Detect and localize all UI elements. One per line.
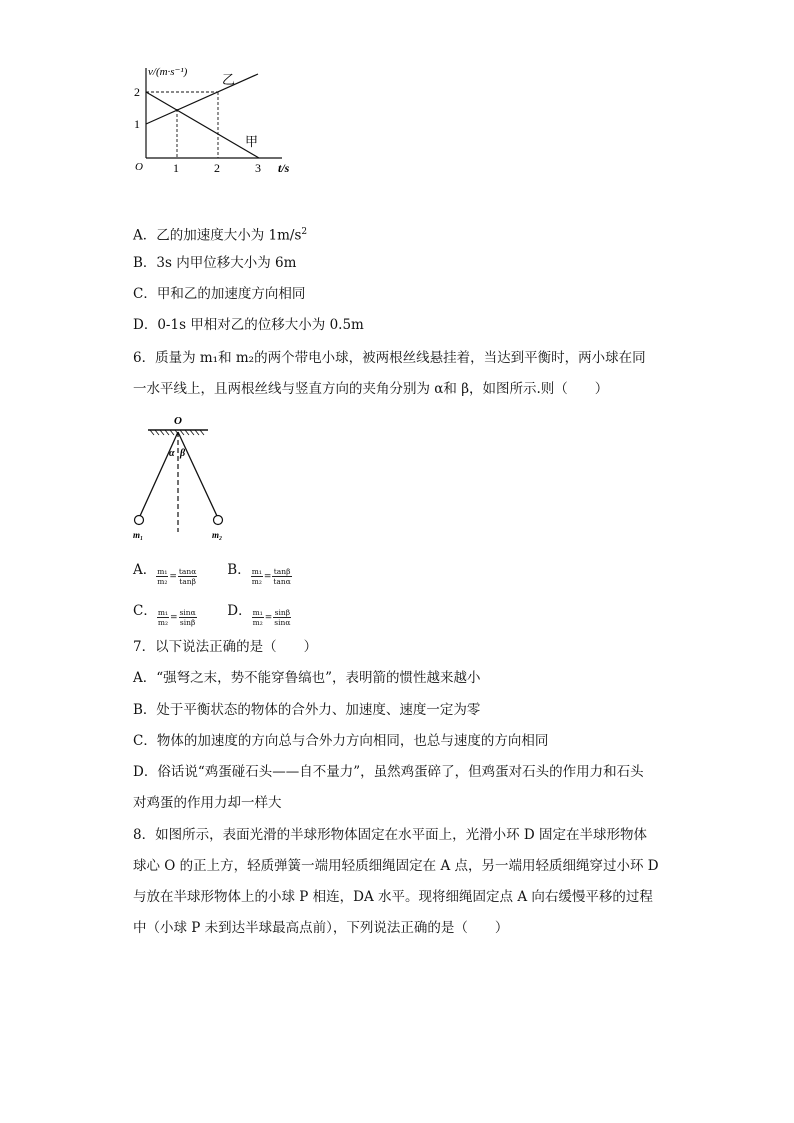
label-m1: m₁ xyxy=(133,530,144,540)
q6-option-c: C． $\frac{\text{m₁}}{\text{m₂}}$ = $\frac{\sin\alpha}{\sin\beta}$ xyxy=(133,603,196,627)
label-m2: m₂ xyxy=(212,530,223,540)
origin-label: O xyxy=(135,161,143,173)
q6-b-right-fraction: $\frac{\tan\beta}{\tan\alpha}$ xyxy=(273,567,291,586)
x-tick-2: 2 xyxy=(214,161,220,175)
string-left xyxy=(140,432,178,516)
string-right xyxy=(178,432,217,516)
x-tick-1: 1 xyxy=(173,161,179,175)
q7-option-b: B．处于平衡状态的物体的合外力、加速度、速度一定为零 xyxy=(133,702,481,718)
q5-option-d: D．0-1s 甲相对乙的位移大小为 0.5m xyxy=(133,317,364,333)
q6-a-right-fraction: $\frac{\tan\alpha}{\tan\beta}$ xyxy=(178,567,197,586)
q8-line3: 与放在半球形物体上的小球 P 相连，DA 水平。现将细绳固定点 A 向右缓慢平移的过程 xyxy=(133,889,653,905)
q6-stem-line2: 一水平线上，且两根丝线与竖直方向的夹角分别为 α和 β，如图所示.则（ ） xyxy=(133,381,609,397)
y-axis-label: v/(m·s⁻¹) xyxy=(148,66,188,78)
angle-beta: β xyxy=(180,448,186,459)
q6-option-d: D． $\frac{\text{m₁}}{\text{m₂}}$ = $\frac{\sin\beta}{\sin\alpha}$ xyxy=(227,603,291,627)
pendulum-figure xyxy=(128,412,228,542)
q5-option-a xyxy=(133,222,307,246)
vt-graph xyxy=(130,60,310,185)
q5-option-a-sup: 2 xyxy=(301,227,308,237)
ball-m2 xyxy=(214,516,223,525)
q6-d-right-fraction: $\frac{\sin\beta}{\sin\alpha}$ xyxy=(274,608,291,627)
q6-b-left-fraction: $\frac{\text{m₁}}{\text{m₂}}$ xyxy=(251,567,262,586)
label-yi: 乙 xyxy=(222,72,236,87)
q6-options-row2 xyxy=(133,601,291,625)
x-axis-label: t/s xyxy=(278,161,290,175)
y-tick-2: 2 xyxy=(134,85,140,99)
ball-m1 xyxy=(135,516,144,525)
q6-c-left-fraction: $\frac{\text{m₁}}{\text{m₂}}$ xyxy=(157,608,168,627)
q6-a-left-fraction: $\frac{\text{m₁}}{\text{m₂}}$ xyxy=(157,567,168,586)
angle-alpha: α xyxy=(169,448,175,459)
line-yi xyxy=(146,74,258,124)
q7-option-d-line1: D．俗话说“鸡蛋碰石头——自不量力”，虽然鸡蛋碎了，但鸡蛋对石头的作用力和石头 xyxy=(133,764,644,780)
q7-option-d-line2: 对鸡蛋的作用力却一样大 xyxy=(133,795,282,811)
line-jia xyxy=(146,92,259,158)
x-tick-3: 3 xyxy=(255,161,261,175)
q5-option-c: C．甲和乙的加速度方向相同 xyxy=(133,286,306,302)
y-tick-1: 1 xyxy=(134,117,140,131)
q6-d-left-fraction: $\frac{\text{m₁}}{\text{m₂}}$ xyxy=(252,608,263,627)
q7-stem: 7．以下说法正确的是（ ） xyxy=(133,639,318,655)
q7-option-c: C．物体的加速度的方向总与合外力方向相同，也总与速度的方向相同 xyxy=(133,733,549,749)
q8-line4: 中（小球 P 未到达半球最高点前），下列说法正确的是（ ） xyxy=(133,920,509,936)
q8-line2: 球心 O 的正上方，轻质弹簧一端用轻质细绳固定在 A 点，另一端用轻质细绳穿过小环 D xyxy=(133,858,659,874)
q8-line1: 8．如图所示，表面光滑的半球形物体固定在水平面上，光滑小环 D 固定在半球形物体 xyxy=(133,827,647,843)
q7-option-a: A．“强弩之末，势不能穿鲁缟也”，表明箭的惯性越来越小 xyxy=(133,670,481,686)
q6-stem-line1: 6．质量为 m₁和 m₂的两个带电小球，被两根丝线悬挂着，当达到平衡时，两小球在同 xyxy=(133,350,646,366)
q6-option-b: B． $\frac{\text{m₁}}{\text{m₂}}$ = $\frac{\tan\beta}{\tan\alpha}$ xyxy=(227,562,291,586)
q5-option-a-text: A．乙的加速度大小为 1m/s xyxy=(133,227,302,244)
q6-options-row1 xyxy=(133,560,292,584)
q6-c-right-fraction: $\frac{\sin\alpha}{\sin\beta}$ xyxy=(179,608,196,627)
label-jia: 甲 xyxy=(245,134,259,149)
q6-option-a: A． $\frac{\text{m₁}}{\text{m₂}}$ = $\frac{\tan\alpha}{\tan\beta}$ xyxy=(133,562,197,586)
q5-option-b: B．3s 内甲位移大小为 6m xyxy=(133,255,297,271)
pivot-label: O xyxy=(174,415,182,427)
